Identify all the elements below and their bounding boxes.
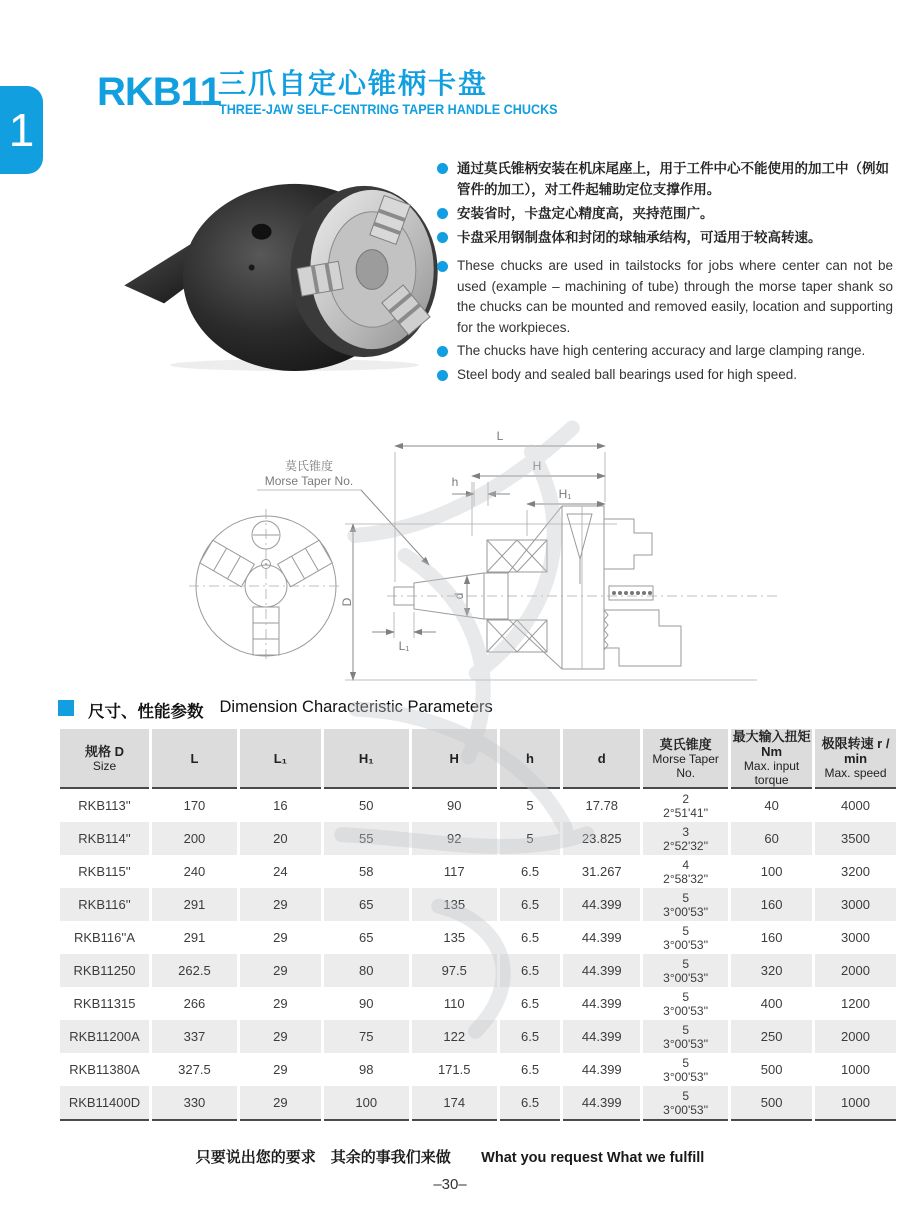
column-header: H₁	[324, 729, 409, 789]
cell: 23.825	[563, 822, 640, 855]
column-header: 莫氏锥度 Morse Taper No.	[643, 729, 728, 789]
table-row	[60, 789, 896, 822]
cell: 6.5	[500, 987, 561, 1020]
cell: RKB11315	[60, 987, 149, 1020]
cell: 3500	[815, 822, 896, 855]
cell: 50	[324, 789, 409, 822]
bullet-dot-icon	[437, 346, 448, 357]
cell: 17.78	[563, 789, 640, 822]
cell: RKB113''	[60, 789, 149, 822]
cell: 6.5	[500, 1020, 561, 1053]
table-row	[60, 855, 896, 888]
cell: 160	[731, 888, 812, 921]
cell: 65	[324, 921, 409, 954]
cell: 80	[324, 954, 409, 987]
dim-label-H1: H₁	[558, 487, 572, 501]
cell: 29	[240, 1086, 321, 1121]
section-square-icon	[58, 700, 74, 716]
product-photo	[110, 170, 444, 374]
cell: 5	[500, 789, 561, 822]
cell: 44.399	[563, 1086, 640, 1121]
feature-list-en	[437, 256, 893, 388]
dim-label-H: H	[532, 459, 542, 473]
feature-item-en	[437, 256, 893, 338]
cell: 20	[240, 822, 321, 855]
cell-morse-taper: 5 3°00'53''	[643, 987, 728, 1020]
body-hole	[252, 224, 272, 240]
section-title-zh: 尺寸、性能参数	[88, 703, 204, 721]
feature-item-en	[437, 365, 893, 386]
cell: 500	[731, 1086, 812, 1121]
cell: 262.5	[152, 954, 237, 987]
cell: 1000	[815, 1053, 896, 1086]
cell: 174	[412, 1086, 497, 1121]
chapter-tab	[0, 86, 43, 174]
table-row	[60, 1020, 896, 1053]
column-header: L₁	[240, 729, 321, 789]
cell: 44.399	[563, 1053, 640, 1086]
table-row	[60, 822, 896, 855]
bullet-dot-icon	[437, 208, 448, 219]
cell: 3000	[815, 888, 896, 921]
cell: 16	[240, 789, 321, 822]
cell: 330	[152, 1086, 237, 1121]
cell: 55	[324, 822, 409, 855]
cell: 6.5	[500, 1086, 561, 1121]
cell: 44.399	[563, 1020, 640, 1053]
column-header: 规格 D Size	[60, 729, 149, 789]
cell: 117	[412, 855, 497, 888]
cell: RKB114''	[60, 822, 149, 855]
cell-morse-taper: 5 3°00'53''	[643, 1086, 728, 1121]
feature-item-zh	[437, 158, 893, 200]
cell-morse-taper: 2 2°51'41''	[643, 789, 728, 822]
cell: 40	[731, 789, 812, 822]
footer-slogan	[0, 1146, 900, 1167]
cell: RKB11400D	[60, 1086, 149, 1121]
cell: 100	[324, 1086, 409, 1121]
page-title-en: THREE-JAW SELF-CENTRING TAPER HANDLE CHUCKS	[219, 101, 558, 117]
cell: 266	[152, 987, 237, 1020]
bullet-dot-icon	[437, 232, 448, 243]
cell: 6.5	[500, 921, 561, 954]
product-model: RKB11	[97, 70, 221, 114]
cell-morse-taper: 3 2°52'32''	[643, 822, 728, 855]
cell: 44.399	[563, 888, 640, 921]
cell: 400	[731, 987, 812, 1020]
cell: 4000	[815, 789, 896, 822]
cell: 92	[412, 822, 497, 855]
cell-morse-taper: 5 3°00'53''	[643, 1053, 728, 1086]
cell: RKB116''A	[60, 921, 149, 954]
feature-text: Steel body and sealed ball bearings used for high speed.	[457, 366, 797, 382]
slogan-en: What you request What we fulfill	[481, 1150, 705, 1166]
feature-text: 安装省时，卡盘定心精度高，夹持范围广。	[457, 206, 714, 221]
cell: 60	[731, 822, 812, 855]
cell: 291	[152, 888, 237, 921]
feature-text: 通过莫氏锥柄安装在机床尾座上，用于工件中心不能使用的加工中（例如管件的加工），对工件起辅助定位支撑作用。	[457, 161, 889, 197]
cell-morse-taper: 5 3°00'53''	[643, 954, 728, 987]
column-header: 最大输入扭矩 Nm Max. input torque	[732, 729, 811, 787]
slogan-zh: 只要说出您的要求 其余的事我们来做	[195, 1149, 451, 1166]
cell: 100	[731, 855, 812, 888]
table-row	[60, 954, 896, 987]
cell: 250	[731, 1020, 812, 1053]
dim-label-D: D	[340, 597, 354, 607]
bullet-dot-icon	[437, 261, 448, 272]
cell: 29	[240, 987, 321, 1020]
cell-morse-taper: 4 2°58'32''	[643, 855, 728, 888]
page-number: –30–	[433, 1176, 467, 1193]
cell: 90	[324, 987, 409, 1020]
cell: 1000	[815, 1086, 896, 1121]
cell: 29	[240, 921, 321, 954]
column-header: h	[500, 729, 561, 789]
table-row	[60, 987, 896, 1020]
cell: 97.5	[412, 954, 497, 987]
cell: 29	[240, 1053, 321, 1086]
dim-label-d: d	[452, 592, 466, 600]
cell: 24	[240, 855, 321, 888]
cell-morse-taper: 5 3°00'53''	[643, 921, 728, 954]
cell: 337	[152, 1020, 237, 1053]
cell: 171.5	[412, 1053, 497, 1086]
cell: 6.5	[500, 855, 561, 888]
cell: 31.267	[563, 855, 640, 888]
cell: 1200	[815, 987, 896, 1020]
section-title-en: Dimension Characteristic Parameters	[219, 698, 493, 716]
cell: 29	[240, 888, 321, 921]
morse-label-en: Morse Taper No.	[264, 474, 354, 488]
cell: 29	[240, 1020, 321, 1053]
feature-list-zh	[437, 158, 893, 251]
cell: 44.399	[563, 987, 640, 1020]
cell: 58	[324, 855, 409, 888]
cell-morse-taper: 5 3°00'53''	[643, 1020, 728, 1053]
table-row	[60, 1086, 896, 1121]
cell: 320	[731, 954, 812, 987]
table-row	[60, 888, 896, 921]
page-title-zh: 三爪自定心锥柄卡盘	[218, 68, 489, 99]
bullet-dot-icon	[437, 370, 448, 381]
cell: 90	[412, 789, 497, 822]
morse-label-zh: 莫氏锥度	[284, 459, 334, 473]
feature-item-zh	[437, 227, 893, 248]
cell: RKB115''	[60, 855, 149, 888]
column-header: d	[563, 729, 640, 789]
cell-morse-taper: 5 3°00'53''	[643, 888, 728, 921]
section-view	[387, 506, 777, 669]
column-header: 极限转速 r / min Max. speed	[815, 729, 896, 789]
cell: 44.399	[563, 954, 640, 987]
cell: 5	[500, 822, 561, 855]
table-row	[60, 1053, 896, 1086]
cell: 6.5	[500, 1053, 561, 1086]
cell: 44.399	[563, 921, 640, 954]
spec-table-wrap	[57, 729, 899, 1121]
cell: 6.5	[500, 888, 561, 921]
section-title	[58, 698, 493, 722]
dim-label-L: L	[496, 429, 504, 443]
cell: 98	[324, 1053, 409, 1086]
cell: 170	[152, 789, 237, 822]
column-header: H	[412, 729, 497, 789]
cell: 3200	[815, 855, 896, 888]
cell: RKB11200A	[60, 1020, 149, 1053]
cell: 500	[731, 1053, 812, 1086]
cell: 291	[152, 921, 237, 954]
cell: RKB116''	[60, 888, 149, 921]
dim-label-L1: L₁	[398, 639, 410, 653]
cell: 135	[412, 921, 497, 954]
cell: 3000	[815, 921, 896, 954]
cell: 200	[152, 822, 237, 855]
cell: 2000	[815, 954, 896, 987]
feature-text: The chucks have high centering accuracy and large clamping range.	[457, 343, 866, 358]
front-view	[189, 509, 343, 663]
cell: 65	[324, 888, 409, 921]
cell: 2000	[815, 1020, 896, 1053]
cell: RKB11250	[60, 954, 149, 987]
cell: 122	[412, 1020, 497, 1053]
cell: 75	[324, 1020, 409, 1053]
cell: 29	[240, 954, 321, 987]
feature-item-zh	[437, 203, 893, 224]
table-row	[60, 921, 896, 954]
cell: 110	[412, 987, 497, 1020]
feature-text: 卡盘采用钢制盘体和封闭的球轴承结构，可适用于较高转速。	[457, 230, 822, 245]
cell: 160	[731, 921, 812, 954]
table-header-row	[60, 729, 896, 789]
chapter-number: 1	[8, 104, 35, 156]
column-header: L	[152, 729, 237, 789]
feature-text: These chucks are used in tailstocks for jobs where center can not be used (example – machining of tube) through the morse taper shank so the chucks can be mounted and removed easily, location and supporting for the workpieces.	[457, 258, 893, 335]
technical-drawing	[57, 424, 863, 692]
cell: 6.5	[500, 954, 561, 987]
bullet-dot-icon	[437, 163, 448, 174]
cell: 135	[412, 888, 497, 921]
spec-table	[57, 729, 899, 1121]
dim-label-h: h	[451, 475, 459, 489]
cell: 240	[152, 855, 237, 888]
cell: RKB11380A	[60, 1053, 149, 1086]
feature-item-en	[437, 341, 893, 362]
cell: 327.5	[152, 1053, 237, 1086]
